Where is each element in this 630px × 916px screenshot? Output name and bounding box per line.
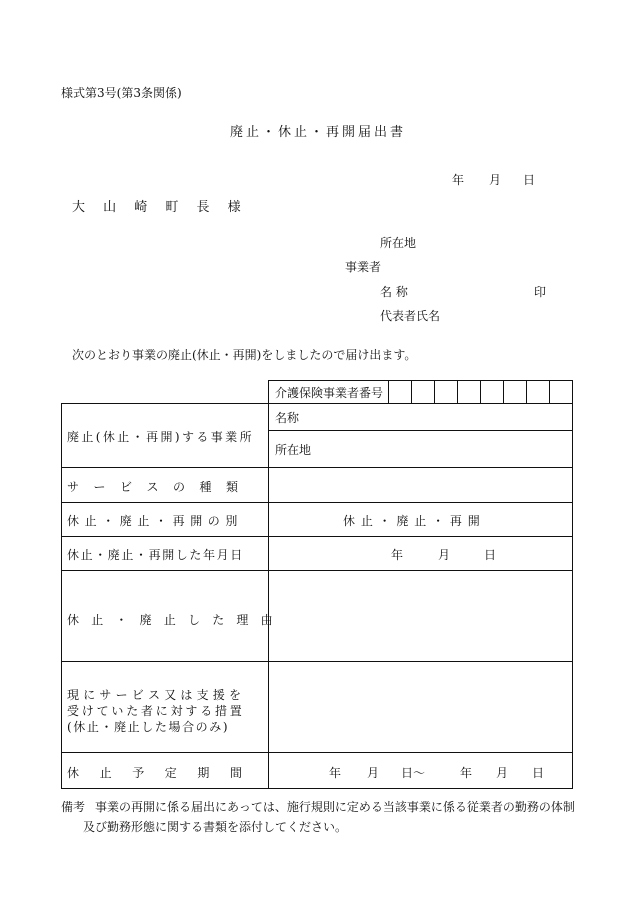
note-line-1: 事業の再開に係る届出にあっては、施行規則に定める当該事業に係る従業者の勤務の体制	[95, 800, 575, 814]
page-title: 廃止・休止・再開届出書	[230, 125, 407, 140]
date-year-label: 年	[452, 173, 465, 187]
applicant-name-label: 名 称	[380, 285, 408, 299]
category-value: 休 止 ・ 廃 止 ・ 再 開	[343, 514, 481, 528]
seal-label: 印	[534, 285, 547, 299]
grid-line	[61, 467, 573, 468]
grid-line	[268, 430, 573, 431]
measures-label-line3: (休止・廃止した場合のみ)	[67, 720, 230, 734]
note-line-2: 及び勤務形態に関する書類を添付してください。	[83, 820, 348, 834]
grid-line	[61, 788, 573, 789]
grid-line	[480, 380, 481, 403]
grid-line	[503, 380, 504, 403]
representative-label: 代表者氏名	[380, 309, 441, 323]
notification-table	[61, 380, 573, 789]
grid-line	[434, 380, 435, 403]
grid-line	[457, 380, 458, 403]
date-day: 日	[484, 548, 497, 562]
date-month: 月	[438, 548, 451, 562]
office-name-label: 名称	[275, 411, 300, 425]
grid-line	[526, 380, 527, 403]
date-month-label: 月	[489, 173, 502, 187]
office-label: 廃止(休止・再開)する事業所	[67, 430, 254, 444]
reason-label: 休止・廃止した理由	[67, 613, 285, 627]
form-number: 様式第3号(第3条関係)	[61, 86, 182, 100]
office-address-label: 所在地	[275, 443, 312, 457]
period-day-start: 日～	[401, 766, 426, 780]
addressee: 大 山 崎 町 長 様	[72, 200, 248, 215]
grid-line	[268, 380, 269, 789]
service-type-label: サービスの種類	[67, 480, 253, 494]
grid-line	[61, 570, 573, 571]
period-year-end: 年	[460, 766, 473, 780]
grid-line	[388, 380, 389, 403]
note-label: 備考	[61, 800, 86, 814]
grid-line	[61, 536, 573, 537]
grid-line	[411, 380, 412, 403]
applicant-address-label: 所在地	[380, 236, 417, 250]
period-label: 休止予定期間	[67, 766, 263, 780]
grid-line	[61, 403, 573, 404]
ltc-number-label: 介護保険事業者番号	[275, 386, 384, 400]
intro-text: 次のとおり事業の廃止(休止・再開)をしましたので届け出ます。	[72, 348, 417, 362]
period-year-start: 年	[329, 766, 342, 780]
period-day-end: 日	[532, 766, 545, 780]
applicant-label: 事業者	[345, 260, 382, 274]
measures-label-line2: 受けていた者に対する措置	[67, 704, 245, 718]
date-label: 休止・廃止・再開した年月日	[67, 548, 244, 562]
period-month-end: 月	[496, 766, 509, 780]
date-day-label: 日	[523, 173, 536, 187]
grid-line	[572, 380, 573, 789]
grid-line	[61, 502, 573, 503]
grid-line	[61, 403, 62, 789]
grid-line	[61, 752, 573, 753]
category-label: 休止・廃止・再開の別	[67, 514, 244, 528]
grid-line	[61, 661, 573, 662]
grid-line	[268, 380, 573, 381]
measures-label-line1: 現にサービス又は支援を	[67, 688, 246, 702]
date-year: 年	[391, 548, 404, 562]
period-month-start: 月	[367, 766, 380, 780]
grid-line	[549, 380, 550, 403]
